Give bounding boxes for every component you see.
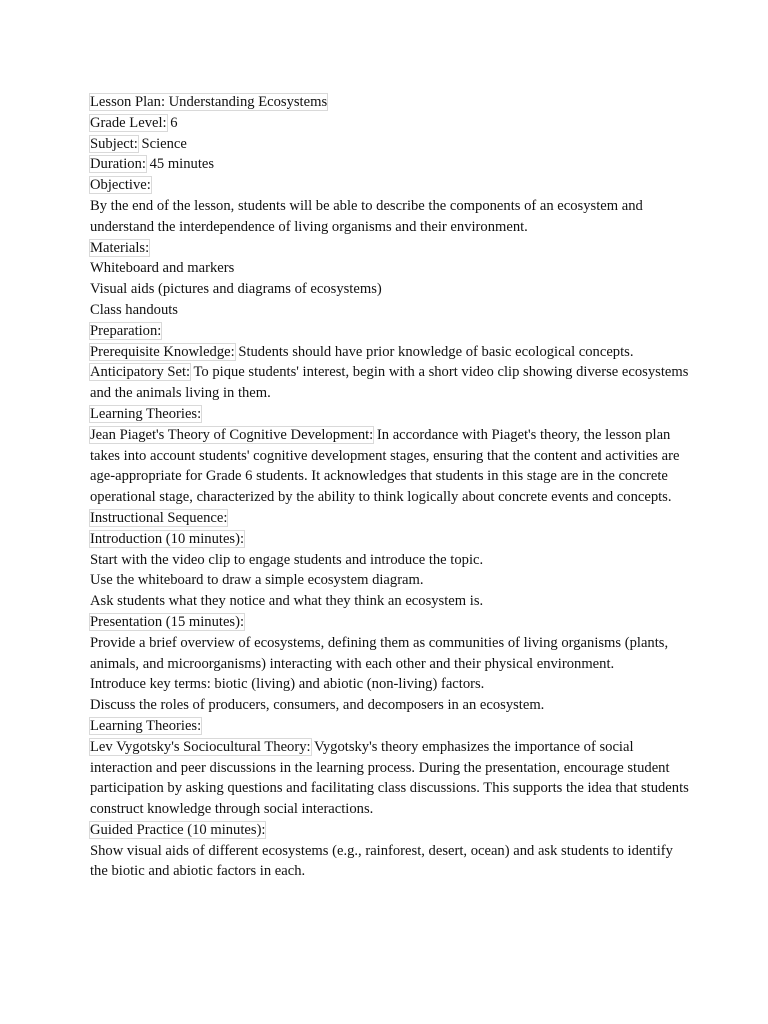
materials-heading-line bbox=[90, 238, 690, 259]
anticipatory-label: Anticipatory Set: bbox=[90, 364, 191, 381]
guided-text: Show visual aids of different ecosystems (e.g., rainforest, desert, ocean) and ask students to identify the biotic and abiotic factors in each. bbox=[90, 842, 673, 880]
introduction-heading-line bbox=[90, 529, 690, 550]
vygotsky-label: Lev Vygotsky's Sociocultural Theory: bbox=[90, 738, 311, 755]
materials-heading: Materials: bbox=[90, 239, 150, 256]
duration-value: 45 minutes bbox=[145, 156, 215, 173]
anticipatory-paragraph bbox=[90, 362, 690, 404]
prerequisite-paragraph bbox=[90, 342, 690, 363]
presentation-item: Provide a brief overview of ecosystems, defining them as communities of living organisms (plants, animals, and microorganisms) interacting with each other and their physical environment. bbox=[90, 634, 669, 672]
guided-heading-line bbox=[90, 820, 690, 841]
presentation-heading: Presentation (15 minutes): bbox=[90, 613, 245, 630]
presentation-heading-line bbox=[90, 612, 690, 633]
grade-line bbox=[90, 113, 690, 134]
preparation-heading: Preparation: bbox=[90, 322, 162, 339]
grade-value: 6 bbox=[166, 114, 178, 131]
lesson-plan-document bbox=[90, 92, 690, 882]
objective-text: By the end of the lesson, students will be able to describe the components of an ecosystem and understand the interdependence of living organisms and their environment. bbox=[90, 197, 643, 235]
grade-label: Grade Level: bbox=[90, 114, 167, 131]
objective-heading: Objective: bbox=[90, 177, 151, 194]
introduction-item: Ask students what they notice and what they think an ecosystem is. bbox=[90, 593, 484, 610]
duration-label: Duration: bbox=[90, 156, 146, 173]
preparation-heading-line bbox=[90, 321, 690, 342]
materials-item: Visual aids (pictures and diagrams of ecosystems) bbox=[90, 281, 382, 298]
learning-theories-heading: Learning Theories: bbox=[90, 405, 202, 422]
objective-heading-line bbox=[90, 175, 690, 196]
piaget-text: In accordance with Piaget's theory, the lesson plan takes into account students' cognitive development stages, ensuring that the content and activities are age-appropriate for Grade 6 students. It acknowledges that students in this stage are in the concrete operational stage, characterized by the ability to think logically about concrete events and concepts. bbox=[90, 426, 680, 506]
subject-value: Science bbox=[137, 135, 187, 152]
learning-theories-heading-2: Learning Theories: bbox=[90, 717, 202, 734]
presentation-item: Discuss the roles of producers, consumers, and decomposers in an ecosystem. bbox=[90, 697, 545, 714]
materials-item: Class handouts bbox=[90, 301, 178, 318]
vygotsky-paragraph bbox=[90, 737, 690, 820]
learning-theories-heading-2-line bbox=[90, 716, 690, 737]
learning-theories-heading-line bbox=[90, 404, 690, 425]
prerequisite-label: Prerequisite Knowledge: bbox=[90, 343, 235, 360]
title-line bbox=[90, 92, 690, 113]
duration-line bbox=[90, 154, 690, 175]
vygotsky-text: Vygotsky's theory emphasizes the importance of social interaction and peer discussions in the learning process. During the presentation, encourage student participation by asking questions and facilitating class discussions. This supports the idea that students construct knowledge through social interactions. bbox=[90, 738, 689, 818]
piaget-paragraph bbox=[90, 425, 690, 508]
subject-line bbox=[90, 134, 690, 155]
introduction-item: Start with the video clip to engage students and introduce the topic. bbox=[90, 551, 484, 568]
subject-label: Subject: bbox=[90, 135, 138, 152]
introduction-heading: Introduction (10 minutes): bbox=[90, 530, 245, 547]
guided-heading: Guided Practice (10 minutes): bbox=[90, 821, 266, 838]
piaget-label: Jean Piaget's Theory of Cognitive Development: bbox=[90, 426, 374, 443]
instructional-heading-line bbox=[90, 508, 690, 529]
anticipatory-text: To pique students' interest, begin with a short video clip showing diverse ecosystems and the animals living in them. bbox=[90, 364, 689, 402]
introduction-item: Use the whiteboard to draw a simple ecosystem diagram. bbox=[90, 572, 424, 589]
instructional-heading: Instructional Sequence: bbox=[90, 509, 228, 526]
materials-item: Whiteboard and markers bbox=[90, 260, 235, 277]
presentation-item: Introduce key terms: biotic (living) and abiotic (non-living) factors. bbox=[90, 676, 485, 693]
document-title: Lesson Plan: Understanding Ecosystems bbox=[90, 94, 328, 110]
prerequisite-text: Students should have prior knowledge of basic ecological concepts. bbox=[234, 343, 634, 360]
